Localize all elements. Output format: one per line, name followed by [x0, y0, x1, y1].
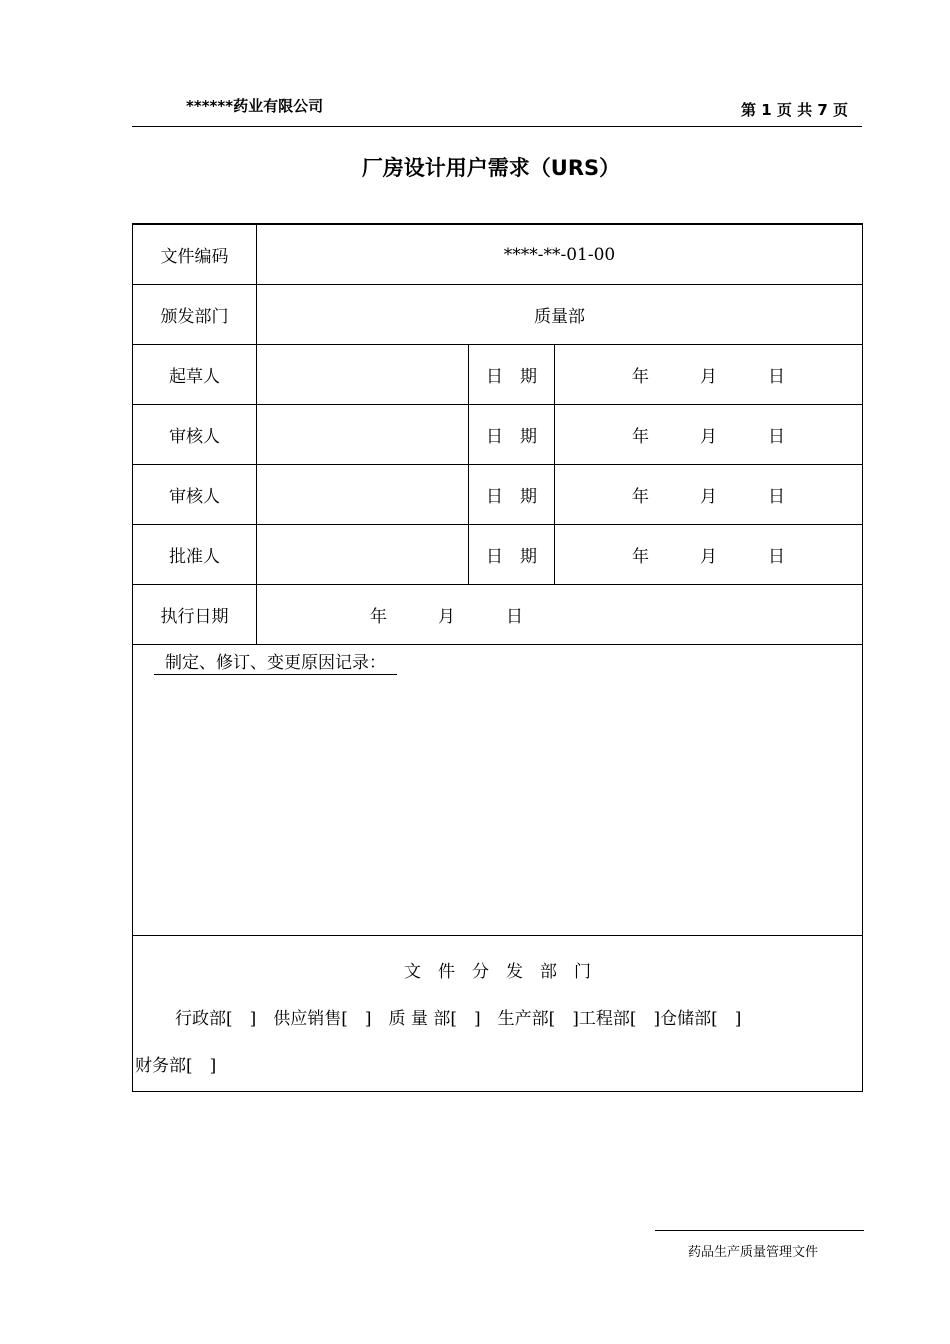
doc-code-value: ****-**-01-00	[257, 224, 863, 285]
footer-label: 药品生产质量管理文件	[688, 1245, 819, 1260]
signer-name-field[interactable]	[257, 405, 469, 465]
document-title: 厂房设计用户需求（URS）	[361, 156, 621, 180]
distribution-departments: 行政部[ ] 供应销售[ ] 质 量 部[ ] 生产部[ ]工程部[ ]仓储部[ ]	[175, 1009, 742, 1029]
issuing-dept-value: 质量部	[257, 285, 863, 345]
distribution-row	[133, 936, 863, 1092]
signer-row	[133, 465, 863, 525]
date-label: 日 期	[469, 405, 555, 465]
date-value-field[interactable]: 年 月 日	[555, 465, 863, 525]
doc-code-label: 文件编码	[133, 224, 257, 285]
date-label: 日 期	[469, 465, 555, 525]
signer-row	[133, 345, 863, 405]
signer-role: 起草人	[133, 345, 257, 405]
date-value-field[interactable]: 年 月 日	[555, 525, 863, 585]
document-control-table	[132, 223, 863, 1092]
distribution-section	[133, 936, 863, 1092]
signer-name-field[interactable]	[257, 525, 469, 585]
signer-name-field[interactable]	[257, 465, 469, 525]
remarks-row	[133, 645, 863, 936]
remarks-section[interactable]	[133, 645, 863, 936]
distribution-title: 文 件 分 发 部 门	[404, 962, 591, 982]
page-indicator: 第 1 页 共 7 页	[741, 101, 848, 119]
exec-date-value-field[interactable]: 年 月 日	[257, 585, 863, 645]
remarks-label: 制定、修订、变更原因记录：	[154, 653, 397, 675]
date-label: 日 期	[469, 525, 555, 585]
signer-row	[133, 525, 863, 585]
signer-role: 审核人	[133, 465, 257, 525]
signer-role: 审核人	[133, 405, 257, 465]
header-divider	[132, 126, 862, 127]
distribution-departments-continued: 财务部[ ]	[135, 1056, 217, 1076]
signer-row	[133, 405, 863, 465]
signer-name-field[interactable]	[257, 345, 469, 405]
issuing-dept-row	[133, 285, 863, 345]
exec-date-row	[133, 585, 863, 645]
date-value-field[interactable]: 年 月 日	[555, 345, 863, 405]
company-name: ******药业有限公司	[186, 97, 324, 115]
date-value-field[interactable]: 年 月 日	[555, 405, 863, 465]
exec-date-label: 执行日期	[133, 585, 257, 645]
date-label: 日 期	[469, 345, 555, 405]
doc-code-row	[133, 224, 863, 285]
signer-role: 批准人	[133, 525, 257, 585]
issuing-dept-label: 颁发部门	[133, 285, 257, 345]
footer-divider	[655, 1230, 864, 1231]
